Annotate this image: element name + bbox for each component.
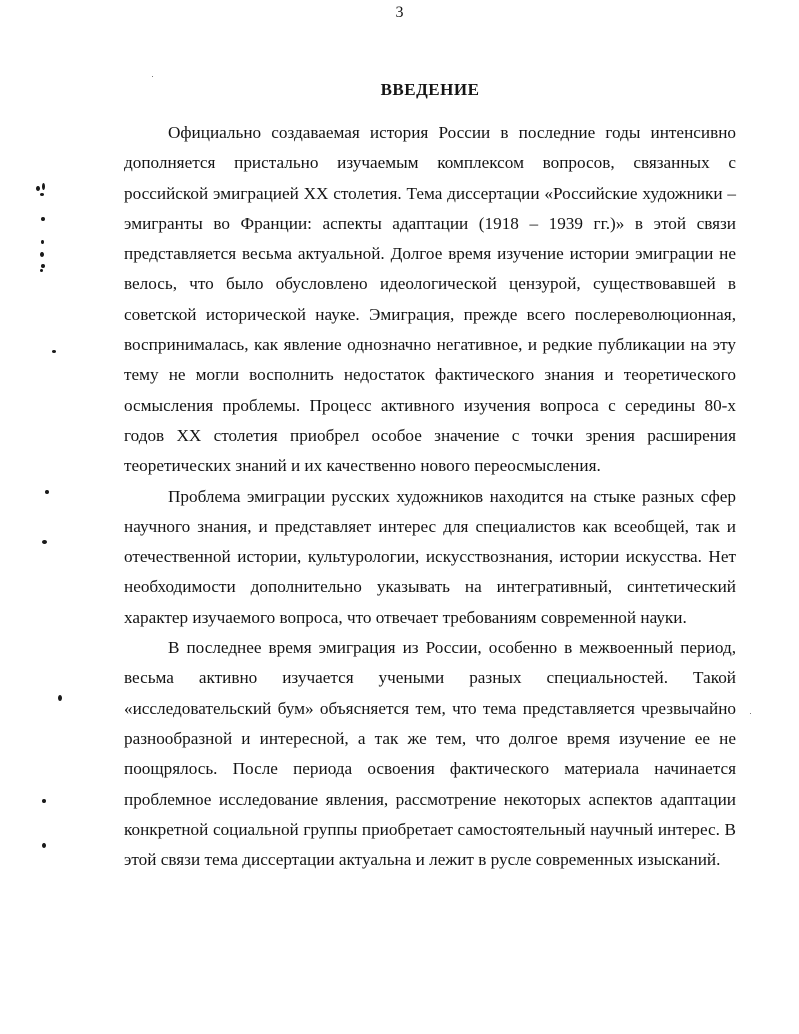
margin-speck — [40, 252, 44, 257]
margin-speck — [58, 695, 62, 701]
margin-speck — [45, 490, 49, 494]
margin-speck — [36, 186, 40, 191]
margin-speck — [40, 269, 43, 272]
margin-speck — [41, 240, 44, 244]
margin-speck — [42, 843, 46, 848]
paragraph-1: Официально создаваемая история России в последние годы интенсивно дополняется пристально изучаемым комплексом вопросов, связанных с российской эмиграцией XX столетия. Тема диссертации «Российские художники – эмигранты во Франции: аспекты адаптации (1918 – 1939 гг.)» в этой связи представляется весьма актуальной. Долгое время изучение истории эмиграции не велось, что было обусловлено идеологической цензурой, существовавшей в советской исторической науке. Эмиграция, прежде всего послереволюционная, воспринималась, как явление однозначно негативное, и редкие публикации на эту тему не могли восполнить недостаток фактического знания и теоретического осмысления проблемы. Процесс активного изучения вопроса с середины 80-х годов XX столетия приобрел особое значение с точки зрения расширения теоретических знаний и их качественно нового переосмысления. — [124, 123, 736, 476]
margin-speck — [52, 350, 56, 353]
paragraph-3: В последнее время эмиграция из России, особенно в межвоенный период, весьма активно изучается учеными разных специальностей. Такой «исследовательский бум» объясняется тем, что тема представляется чрезвычайно разнообразной и интересной, а так же тем, что долгое время изучение ее не поощрялось. После периода освоения фактического материала начинается проблемное исследование явления, рассмотрение некоторых аспектов адаптации конкретной социальной группы приобретает самостоятельный научный интерес. В этой связи тема диссертации актуальна и лежит в русле современных изысканий. — [124, 638, 736, 870]
margin-speck — [40, 193, 44, 196]
section-heading: ВВЕДЕНИЕ — [380, 80, 480, 99]
margin-speck — [41, 217, 45, 221]
margin-speck — [42, 799, 46, 803]
paragraph-2: Проблема эмиграции русских художников находится на стыке разных сфер научного знания, и представляет интерес для специалистов как всеобщей, так и отечественной истории, культурологии, искусствознания, истории искусства. Нет необходимости дополнительно указывать на интегративный, синтетический характер изучаемого вопроса, что отвечает требованиям современной науки. — [124, 486, 736, 627]
margin-speck — [750, 713, 751, 714]
margin-speck — [42, 183, 45, 190]
margin-speck — [42, 540, 47, 544]
margin-speck — [152, 76, 153, 77]
document-body — [124, 118, 736, 875]
margin-speck — [41, 264, 45, 268]
page-number: 3 — [395, 4, 404, 21]
